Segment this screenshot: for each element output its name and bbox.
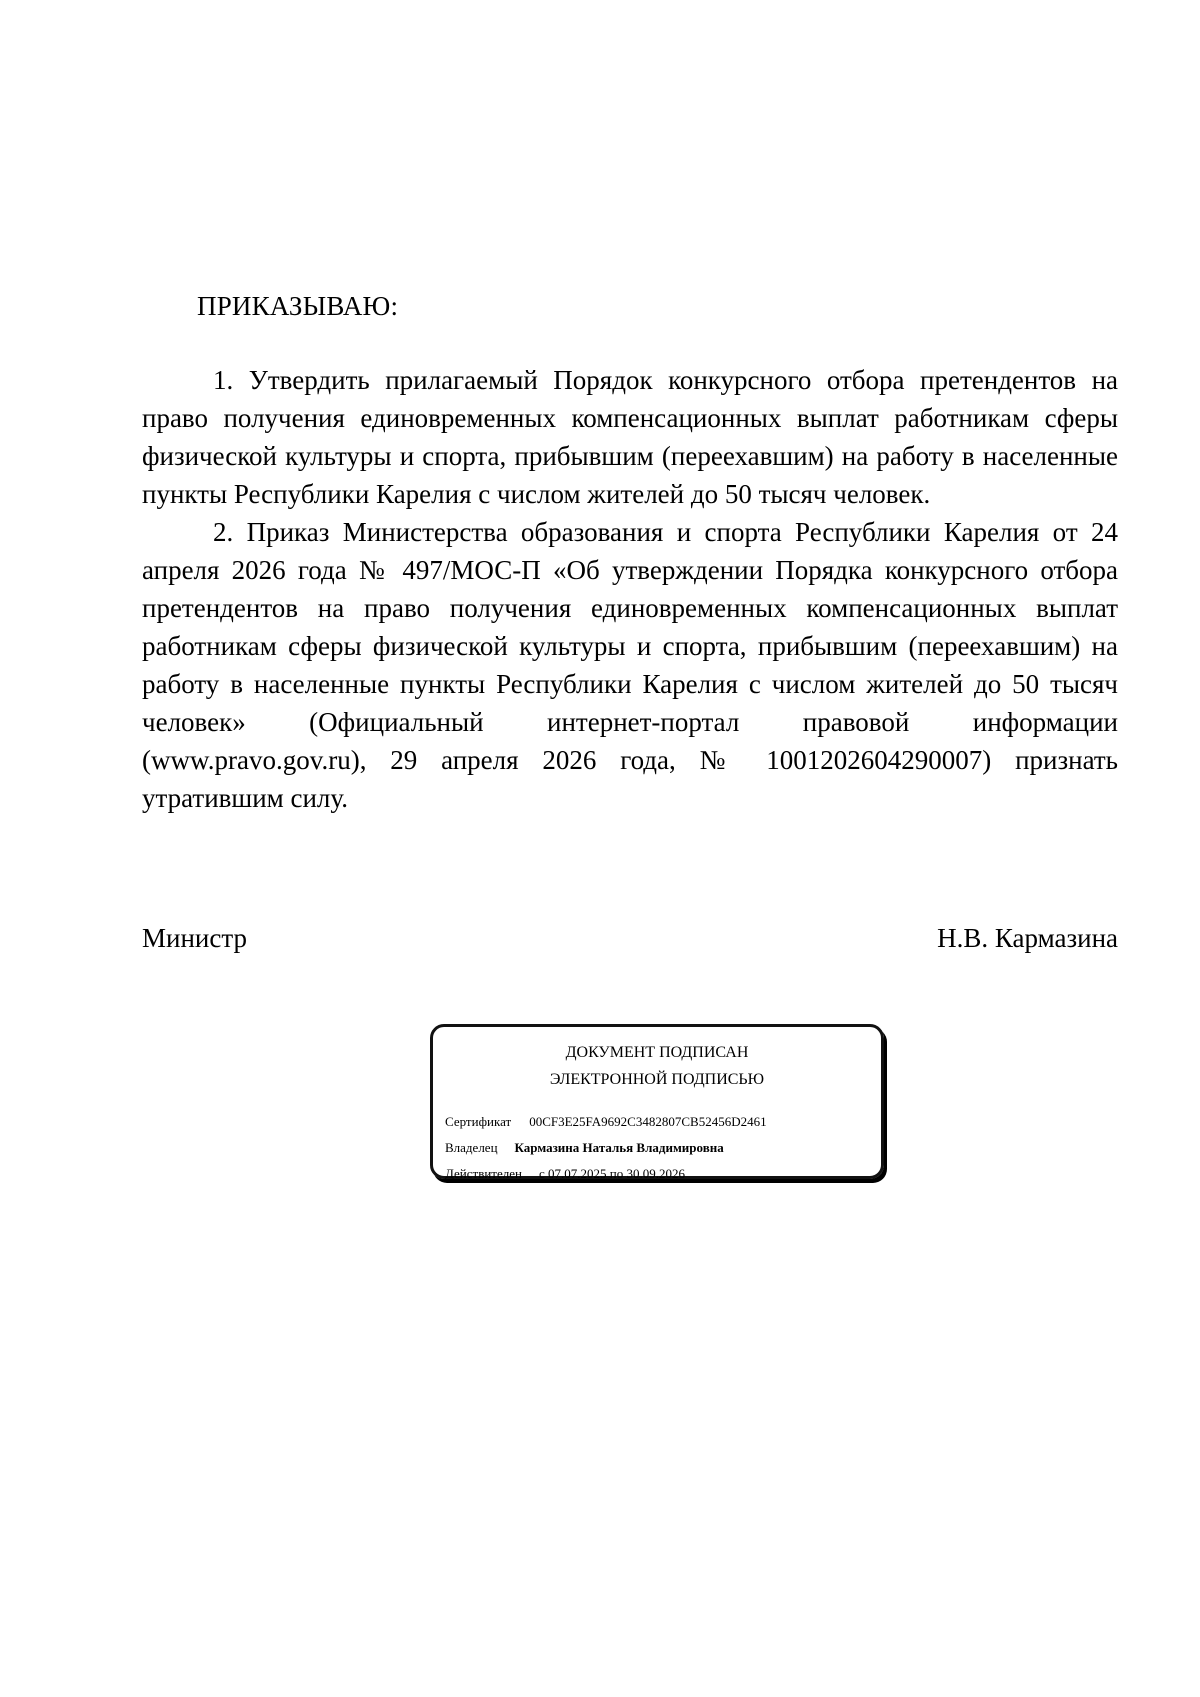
signature-block	[142, 919, 1118, 957]
electronic-signature-stamp	[430, 1024, 884, 1179]
validity-value: с 07.07.2025 по 30.09.2026	[538, 1166, 685, 1181]
signatory-name: Н.В. Кармазина	[937, 923, 1118, 953]
stamp-owner-row	[445, 1138, 724, 1158]
order-paragraph-1: 1. Утвердить прилагаемый Порядок конкурсного отбора претендентов на право получения единовременных компенсационных выплат работникам сферы физической культуры и спорта, прибывшим (переехавшим) на работу в населенные пункты Республики Карелия с числом жителей до 50 тысяч человек.	[142, 365, 1118, 509]
validity-label: Действителен	[445, 1166, 522, 1181]
stamp-title	[433, 1039, 881, 1093]
certificate-label: Сертификат	[445, 1114, 512, 1129]
order-paragraph-2: 2. Приказ Министерства образования и спорта Республики Карелия от 24 апреля 2026 года № 497/МОС-П «Об утверждении Порядка конкурсного отбора претендентов на право получения единовременных компенсационных выплат работникам сферы физической культуры и спорта, прибывшим (переехавшим) на работу в населенные пункты Республики Карелия с числом жителей до 50 тысяч человек» (Официальный интернет-портал правовой информации (www.pravo.gov.ru), 29 апреля 2026 года, № 1001202604290007) признать утратившим силу.	[142, 517, 1118, 813]
stamp-title-line-1: ДОКУМЕНТ ПОДПИСАН	[565, 1044, 749, 1061]
stamp-title-line-2: ЭЛЕКТРОННОЙ ПОДПИСЬЮ	[549, 1071, 765, 1088]
owner-value: Кармазина Наталья Владимировна	[514, 1140, 724, 1155]
owner-label: Владелец	[445, 1140, 498, 1155]
order-heading: ПРИКАЗЫВАЮ:	[197, 291, 399, 321]
stamp-validity-row	[445, 1164, 685, 1184]
certificate-value: 00CF3E25FA9692C3482807CB52456D2461	[529, 1114, 767, 1129]
order-body	[142, 361, 1118, 817]
stamp-certificate-row	[445, 1112, 767, 1132]
signatory-position: Министр	[142, 923, 247, 953]
